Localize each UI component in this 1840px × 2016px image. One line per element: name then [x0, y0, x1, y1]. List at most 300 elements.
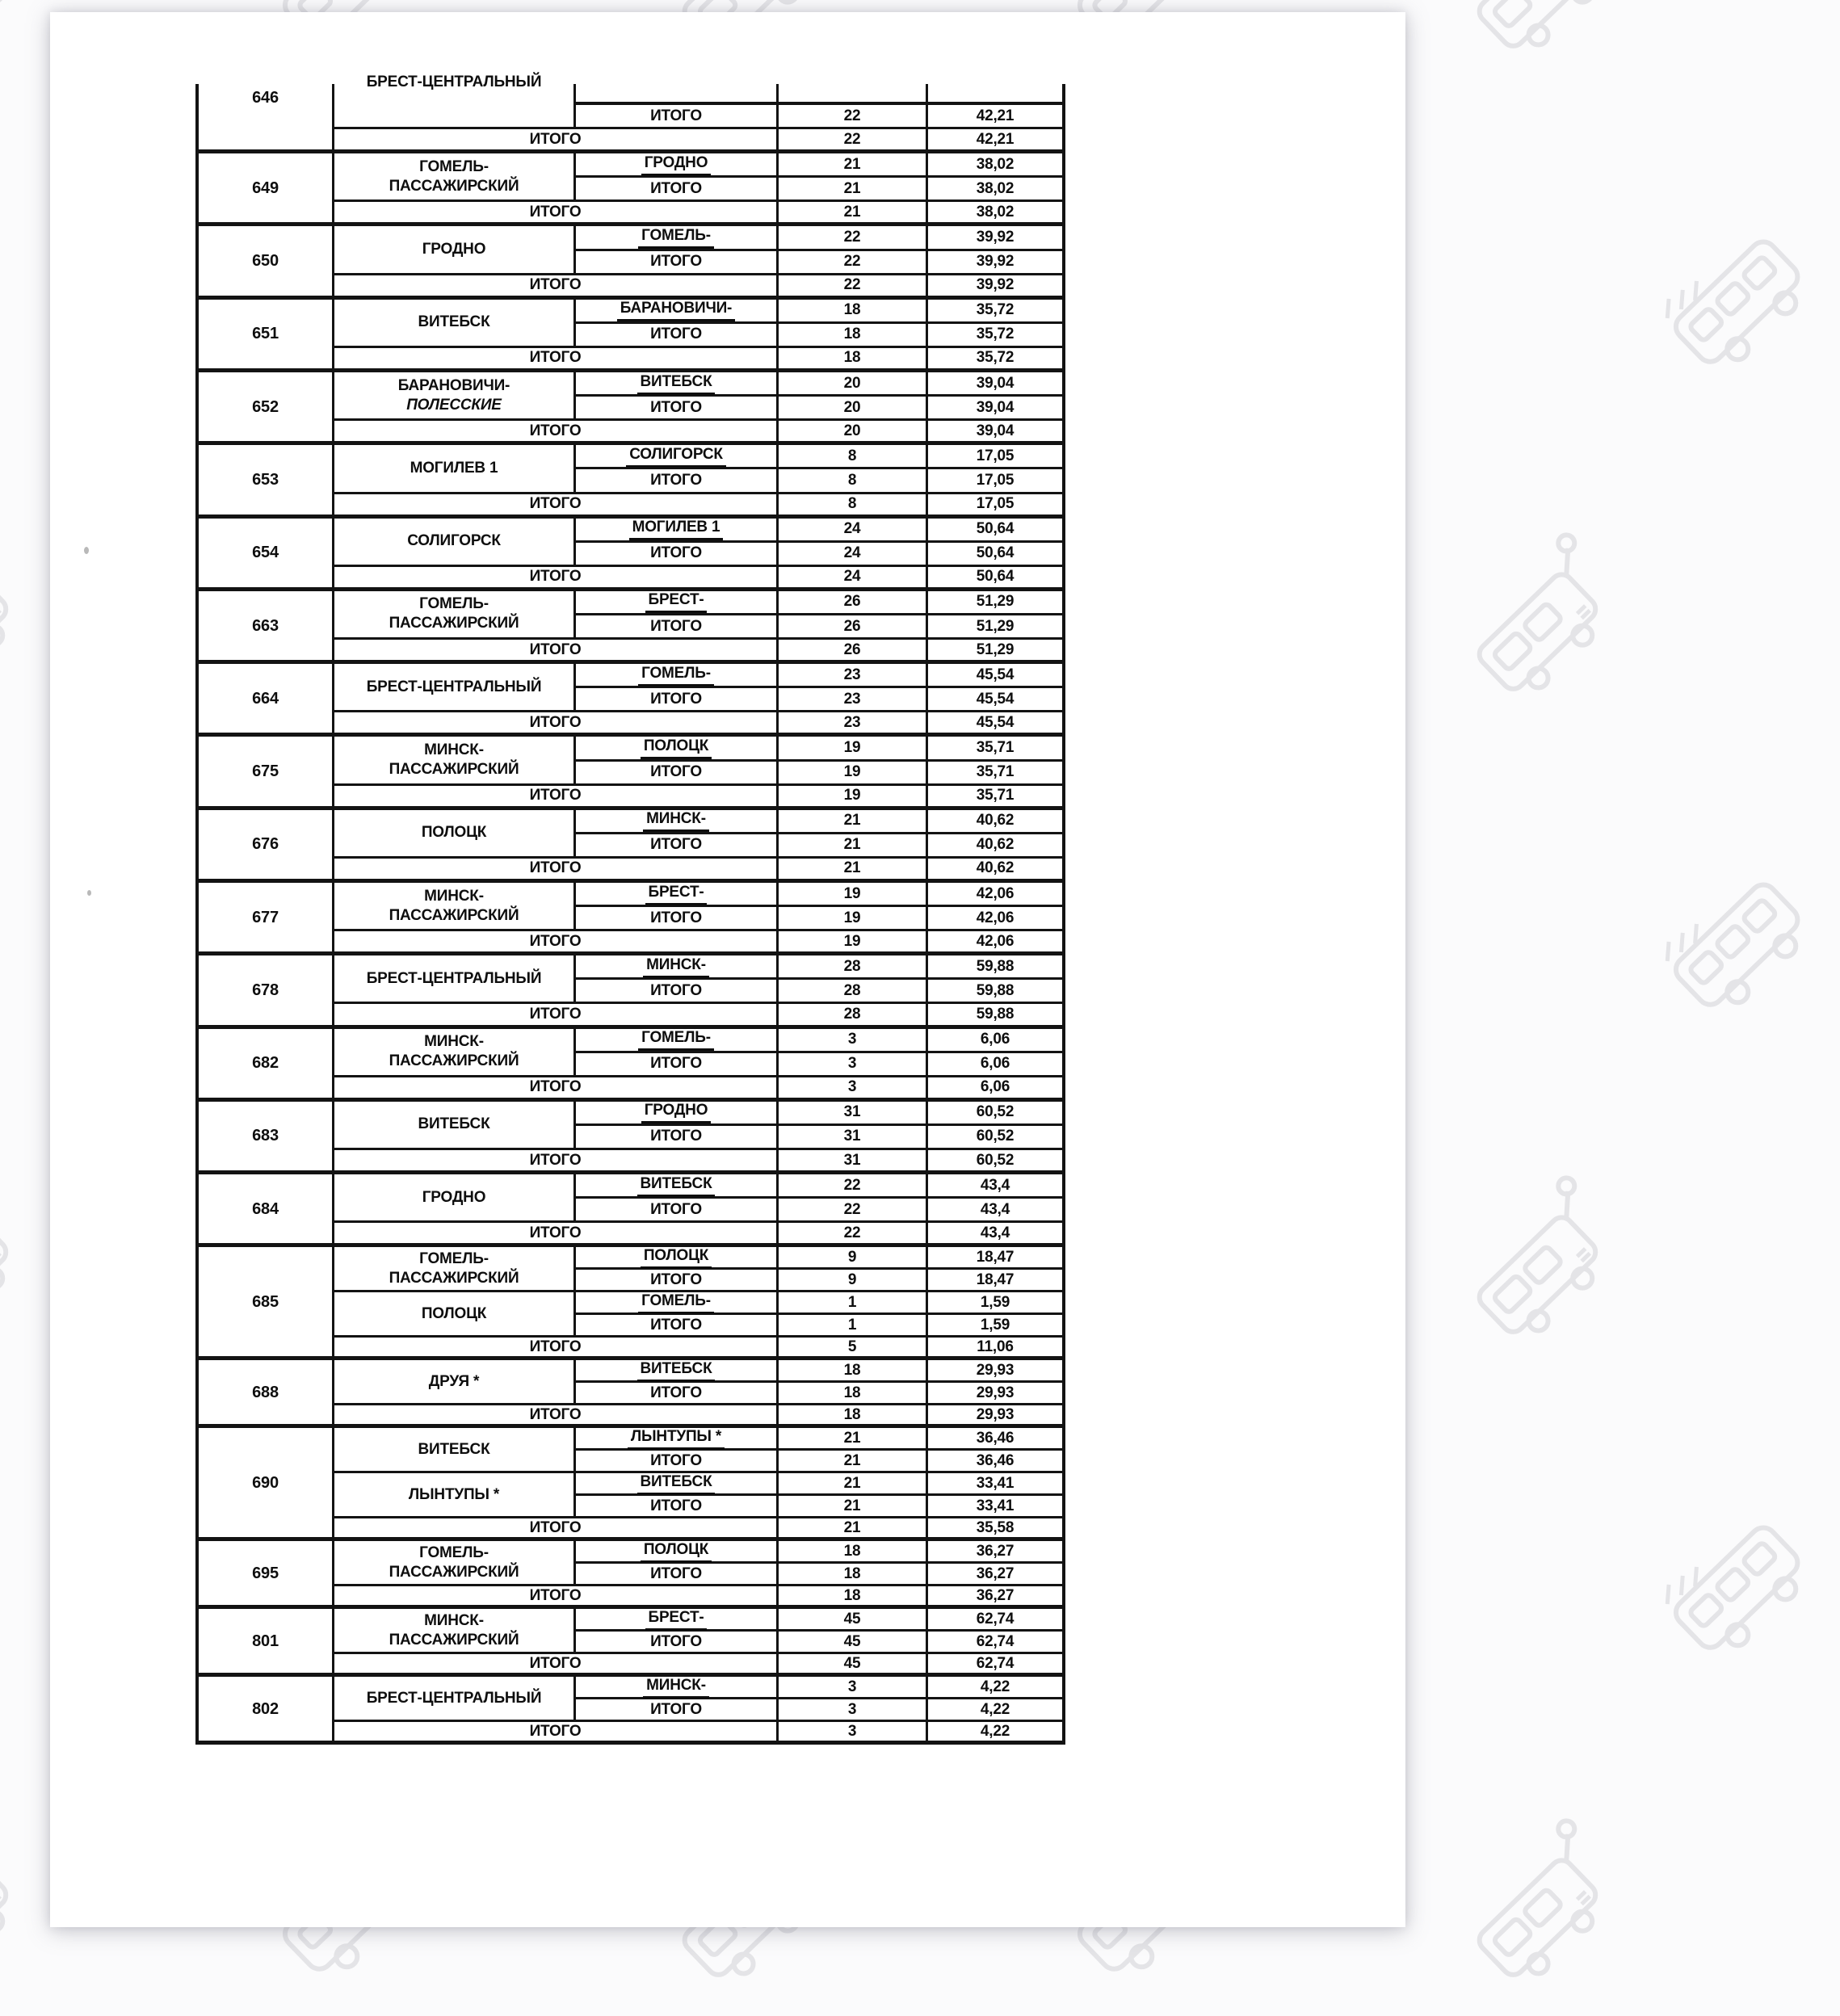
value-cell: 43,4 [928, 1199, 1062, 1223]
block-total-label: ИТОГО [334, 348, 779, 372]
block-total-value: 51,29 [928, 640, 1062, 664]
count-cell: 22 [779, 251, 928, 275]
destination-station [576, 591, 779, 615]
train-block-663 [199, 591, 1062, 664]
count-cell: 31 [779, 1126, 928, 1150]
train-block-677 [199, 883, 1062, 956]
origin-station [334, 1428, 576, 1473]
block-total-count: 22 [779, 129, 928, 153]
origin-station-line: ПАССАЖИРСКИЙ [389, 761, 519, 779]
block-total-value: 60,52 [928, 1150, 1062, 1174]
segment-itogo-cell [576, 469, 779, 494]
block-total-value: 62,74 [928, 1654, 1062, 1677]
origin-station [334, 300, 576, 348]
block-total-count: 21 [779, 1518, 928, 1541]
origin-station [334, 519, 576, 567]
origin-station-line: БАРАНОВИЧИ- [397, 376, 510, 394]
value-cell: 59,88 [928, 956, 1062, 980]
train-number: 802 [199, 1677, 334, 1745]
destination-label: ИТОГО [650, 1451, 702, 1469]
segment-itogo-cell [576, 980, 779, 1004]
origin-station-line: СОЛИГОРСК [407, 532, 501, 550]
segment-itogo-cell [576, 1699, 779, 1722]
train-block-646 [199, 74, 1062, 153]
destination-label: ИТОГО [650, 398, 702, 416]
value-cell: 39,92 [928, 226, 1062, 250]
count-cell: 3 [779, 1699, 928, 1722]
count-cell: 8 [779, 469, 928, 494]
origin-station-line: ПАССАЖИРСКИЙ [389, 1269, 519, 1287]
count-cell: 18 [779, 1564, 928, 1586]
destination-label: ИТОГО [650, 690, 702, 708]
destination-station [576, 153, 779, 178]
origin-station-line: ГОМЕЛЬ- [419, 158, 489, 175]
block-total-label: ИТОГО [334, 129, 779, 153]
count-cell: 18 [779, 1541, 928, 1564]
train-block-802 [199, 1677, 1062, 1745]
value-cell: 35,71 [928, 762, 1062, 786]
segment-itogo-cell [576, 397, 779, 421]
origin-station [334, 591, 576, 640]
destination-station [576, 1541, 779, 1564]
destination-station [576, 1029, 779, 1053]
block-total-value: 43,4 [928, 1223, 1062, 1247]
value-cell: 60,52 [928, 1126, 1062, 1150]
destination-label: ГОМЕЛЬ- [638, 1292, 714, 1314]
segment-itogo-cell [576, 1126, 779, 1150]
count-cell: 22 [779, 1174, 928, 1199]
block-total-label: ИТОГО [334, 1223, 779, 1247]
value-cell: 17,05 [928, 445, 1062, 469]
destination-label: ПОЛОЦК [641, 1246, 712, 1269]
block-total-label: ИТОГО [334, 640, 779, 664]
train-block-675 [199, 737, 1062, 809]
count-cell: 24 [779, 543, 928, 567]
block-total-count: 31 [779, 1150, 928, 1174]
block-total-label: ИТОГО [334, 1150, 779, 1174]
destination-label: ИТОГО [650, 1497, 702, 1514]
count-cell: 19 [779, 762, 928, 786]
train-block-649 [199, 153, 1062, 226]
destination-label: ИТОГО [650, 1384, 702, 1401]
block-total-label: ИТОГО [334, 275, 779, 300]
origin-station [334, 1029, 576, 1077]
block-total-label: ИТОГО [334, 494, 779, 519]
value-cell: 29,93 [928, 1360, 1062, 1383]
train-number: 675 [199, 737, 334, 809]
segment-itogo-cell [576, 178, 779, 202]
block-total-count: 26 [779, 640, 928, 664]
segment-itogo-cell [576, 1199, 779, 1223]
destination-label: ГРОДНО [641, 153, 712, 176]
destination-station [576, 810, 779, 834]
origin-station-line: МИНСК- [424, 1033, 484, 1051]
count-cell: 28 [779, 980, 928, 1004]
destination-label: ИТОГО [650, 1564, 702, 1582]
destination-label: ВИТЕБСК [637, 1174, 716, 1197]
value-cell: 35,72 [928, 300, 1062, 324]
value-cell: 51,29 [928, 615, 1062, 640]
count-cell: 24 [779, 519, 928, 543]
block-total-value: 38,02 [928, 202, 1062, 226]
destination-label: ИТОГО [650, 107, 702, 124]
train-block-683 [199, 1102, 1062, 1174]
block-total-count: 8 [779, 494, 928, 519]
train-block-653 [199, 445, 1062, 518]
value-cell: 39,92 [928, 251, 1062, 275]
block-total-count: 18 [779, 348, 928, 372]
origin-station-line: ВИТЕБСК [418, 313, 490, 331]
origin-station-line: ПОЛОЦК [421, 1304, 487, 1322]
segment-itogo-cell [576, 543, 779, 567]
segment-itogo-cell [576, 1383, 779, 1405]
origin-station-line: ГРОДНО [422, 241, 486, 258]
train-block-682 [199, 1029, 1062, 1102]
block-total-label: ИТОГО [334, 1722, 779, 1745]
count-cell: 1 [779, 1292, 928, 1315]
count-cell: 18 [779, 300, 928, 324]
train-number: 683 [199, 1102, 334, 1174]
count-cell: 26 [779, 591, 928, 615]
destination-station [576, 664, 779, 688]
count-cell: 22 [779, 105, 928, 129]
origin-station [334, 372, 576, 421]
block-total-label: ИТОГО [334, 786, 779, 810]
destination-label: МИНСК- [643, 956, 709, 978]
count-cell: 1 [779, 1315, 928, 1338]
origin-station-line: МОГИЛЕВ 1 [410, 459, 498, 477]
train-number: 676 [199, 810, 334, 883]
train-block-695 [199, 1541, 1062, 1609]
cut-row-cell [576, 84, 779, 105]
vehicle-pattern-tile [1447, 1170, 1651, 1372]
count-cell: 19 [779, 907, 928, 931]
train-number: 649 [199, 153, 334, 226]
value-cell: 42,06 [928, 883, 1062, 907]
segment-itogo-cell [576, 324, 779, 348]
train-block-690 [199, 1428, 1062, 1541]
origin-station [334, 445, 576, 494]
destination-label: ИТОГО [650, 763, 702, 781]
destination-label: ИТОГО [650, 836, 702, 854]
vehicle-pattern-tile [1447, 527, 1651, 729]
vehicle-pattern-tile [1447, 1813, 1651, 2015]
origin-station [334, 810, 576, 859]
count-cell: 31 [779, 1102, 928, 1126]
origin-station [334, 1677, 576, 1722]
origin-station-line: МИНСК- [424, 1611, 484, 1629]
vehicle-icon [1447, 527, 1648, 727]
origin-station [334, 1247, 576, 1292]
value-cell: 50,64 [928, 543, 1062, 567]
segment-itogo-cell [576, 615, 779, 640]
block-total-value: 42,21 [928, 129, 1062, 153]
destination-station [576, 883, 779, 907]
value-cell: 42,21 [928, 105, 1062, 129]
origin-station [334, 1609, 576, 1654]
destination-station [576, 1428, 779, 1451]
origin-station [334, 153, 576, 202]
destination-station [576, 372, 779, 397]
block-total-value: 35,58 [928, 1518, 1062, 1541]
segment-itogo-cell [576, 907, 779, 931]
value-cell: 42,06 [928, 907, 1062, 931]
destination-label: СОЛИГОРСК [626, 445, 726, 468]
train-number: 695 [199, 1541, 334, 1609]
train-block-651 [199, 300, 1062, 372]
destination-station [576, 1360, 779, 1383]
destination-station [576, 956, 779, 980]
destination-label: ИТОГО [650, 253, 702, 271]
origin-station [334, 1473, 576, 1518]
block-total-count: 18 [779, 1405, 928, 1428]
destination-label: ВИТЕБСК [637, 1359, 716, 1382]
block-total-count: 22 [779, 275, 928, 300]
count-cell: 18 [779, 324, 928, 348]
value-cell: 1,59 [928, 1315, 1062, 1338]
train-number: 682 [199, 1029, 334, 1102]
origin-station-line: БРЕСТ-ЦЕНТРАЛЬНЫЙ [366, 74, 542, 90]
train-block-801 [199, 1609, 1062, 1677]
block-total-value: 42,06 [928, 931, 1062, 956]
count-cell: 3 [779, 1029, 928, 1053]
vehicle-icon [1447, 0, 1648, 84]
segment-itogo-cell [576, 1315, 779, 1338]
destination-label: ИТОГО [650, 1316, 702, 1334]
value-cell: 4,22 [928, 1677, 1062, 1699]
count-cell: 3 [779, 1677, 928, 1699]
train-number: 664 [199, 664, 334, 737]
destination-station [576, 737, 779, 761]
origin-station-line: ПАССАЖИРСКИЙ [389, 1563, 519, 1581]
origin-station [334, 664, 576, 712]
destination-station [576, 1292, 779, 1315]
destination-label: ИТОГО [650, 1700, 702, 1718]
scanned-paper-sheet [50, 12, 1405, 1927]
count-cell: 23 [779, 664, 928, 688]
block-total-value: 4,22 [928, 1722, 1062, 1745]
count-cell: 22 [779, 1199, 928, 1223]
count-cell: 19 [779, 737, 928, 761]
origin-station-line: ЛЫНТУПЫ * [408, 1485, 500, 1503]
origin-station-line: ПОЛОЦК [421, 824, 487, 842]
block-total-value: 6,06 [928, 1077, 1062, 1102]
destination-label: ИТОГО [650, 1055, 702, 1073]
block-total-count: 3 [779, 1722, 928, 1745]
block-total-label: ИТОГО [334, 567, 779, 591]
vehicle-pattern-tile [1447, 0, 1651, 87]
block-total-count: 23 [779, 712, 928, 737]
origin-station-line: ПАССАЖИРСКИЙ [389, 1052, 519, 1070]
value-cell: 39,04 [928, 372, 1062, 397]
count-cell: 45 [779, 1632, 928, 1654]
count-cell: 20 [779, 397, 928, 421]
destination-label: МИНСК- [643, 809, 709, 832]
origin-station-line: ПАССАЖИРСКИЙ [389, 615, 519, 632]
destination-station [576, 1247, 779, 1270]
origin-station [334, 74, 576, 129]
origin-station [334, 1541, 576, 1586]
destination-label: БРЕСТ- [645, 590, 708, 613]
vehicle-icon [1447, 1813, 1648, 2013]
vehicle-icon [1648, 1493, 1837, 1682]
block-total-label: ИТОГО [334, 421, 779, 445]
train-block-652 [199, 372, 1062, 445]
count-cell: 45 [779, 1609, 928, 1632]
count-cell: 3 [779, 1053, 928, 1077]
train-number: 646 [199, 84, 334, 153]
origin-station-line: ГОМЕЛЬ- [419, 595, 489, 613]
block-total-count: 20 [779, 421, 928, 445]
value-cell: 17,05 [928, 469, 1062, 494]
block-total-count: 22 [779, 1223, 928, 1247]
timetable-table [195, 74, 1065, 1745]
value-cell: 36,27 [928, 1541, 1062, 1564]
value-cell: 18,47 [928, 1247, 1062, 1270]
block-total-label: ИТОГО [334, 1405, 779, 1428]
block-total-label: ИТОГО [334, 1654, 779, 1677]
block-total-label: ИТОГО [334, 1338, 779, 1360]
origin-station-line: ВИТЕБСК [418, 1440, 490, 1458]
count-cell: 20 [779, 372, 928, 397]
train-block-678 [199, 956, 1062, 1028]
block-total-label: ИТОГО [334, 931, 779, 956]
block-total-count: 24 [779, 567, 928, 591]
vehicle-icon [1648, 208, 1837, 396]
value-cell: 62,74 [928, 1609, 1062, 1632]
origin-station-line: БРЕСТ-ЦЕНТРАЛЬНЫЙ [366, 969, 542, 987]
train-number: 652 [199, 372, 334, 445]
value-cell: 38,02 [928, 153, 1062, 178]
vehicle-icon [1648, 850, 1837, 1039]
train-number: 677 [199, 883, 334, 956]
destination-station [576, 519, 779, 543]
block-total-value: 50,64 [928, 567, 1062, 591]
count-cell: 9 [779, 1270, 928, 1292]
value-cell: 35,72 [928, 324, 1062, 348]
destination-label: ГОМЕЛЬ- [638, 1028, 714, 1051]
count-cell: 9 [779, 1247, 928, 1270]
origin-station-line: ПАССАЖИРСКИЙ [389, 1631, 519, 1648]
count-cell: 18 [779, 1360, 928, 1383]
destination-label: ВИТЕБСК [637, 372, 716, 395]
origin-station-line: БРЕСТ-ЦЕНТРАЛЬНЫЙ [366, 678, 542, 695]
value-cell: 18,47 [928, 1270, 1062, 1292]
value-cell: 62,74 [928, 1632, 1062, 1654]
scan-speck [84, 547, 89, 554]
destination-station [576, 1102, 779, 1126]
value-cell: 6,06 [928, 1053, 1062, 1077]
value-cell: 6,06 [928, 1029, 1062, 1053]
origin-station [334, 226, 576, 275]
train-block-684 [199, 1174, 1062, 1247]
segment-itogo-cell [576, 1632, 779, 1654]
origin-station-line: ГРОДНО [422, 1188, 486, 1206]
segment-itogo-cell [576, 688, 779, 712]
destination-label: ГОМЕЛЬ- [638, 226, 714, 249]
destination-station [576, 1174, 779, 1199]
count-cell: 26 [779, 615, 928, 640]
vehicle-pattern-tile [1648, 850, 1839, 1041]
block-total-value: 11,06 [928, 1338, 1062, 1360]
value-cell: 60,52 [928, 1102, 1062, 1126]
count-cell: 21 [779, 153, 928, 178]
count-cell: 18 [779, 1383, 928, 1405]
destination-label: ИТОГО [650, 1632, 702, 1650]
destination-label: ПОЛОЦК [641, 737, 712, 759]
count-cell: 19 [779, 883, 928, 907]
train-block-664 [199, 664, 1062, 737]
destination-label: ИТОГО [650, 1270, 702, 1288]
destination-label: ИТОГО [650, 179, 702, 197]
block-total-label: ИТОГО [334, 712, 779, 737]
train-number: 678 [199, 956, 334, 1028]
destination-label: ИТОГО [650, 909, 702, 926]
destination-label: ИТОГО [650, 471, 702, 489]
block-total-value: 35,71 [928, 786, 1062, 810]
vehicle-icon [1447, 1170, 1648, 1370]
destination-label: ИТОГО [650, 981, 702, 999]
destination-label: ПОЛОЦК [641, 1540, 712, 1563]
block-total-label: ИТОГО [334, 202, 779, 226]
value-cell: 45,54 [928, 664, 1062, 688]
block-total-count: 19 [779, 786, 928, 810]
train-number: 663 [199, 591, 334, 664]
origin-station [334, 883, 576, 931]
value-cell: 29,93 [928, 1383, 1062, 1405]
block-total-count: 3 [779, 1077, 928, 1102]
count-cell: 21 [779, 1451, 928, 1473]
destination-station [576, 226, 779, 250]
train-block-685 [199, 1247, 1062, 1360]
block-total-label: ИТОГО [334, 1004, 779, 1028]
block-total-value: 45,54 [928, 712, 1062, 737]
destination-station [576, 445, 779, 469]
destination-label: ИТОГО [650, 326, 702, 343]
scan-speck [87, 890, 91, 896]
block-total-value: 17,05 [928, 494, 1062, 519]
origin-station-line: ПАССАЖИРСКИЙ [389, 906, 519, 924]
origin-station-line: ПАССАЖИРСКИЙ [389, 177, 519, 195]
count-cell: 8 [779, 445, 928, 469]
block-total-value: 36,27 [928, 1586, 1062, 1609]
vehicle-pattern-tile [1648, 208, 1839, 398]
train-number: 688 [199, 1360, 334, 1428]
block-total-label: ИТОГО [334, 1077, 779, 1102]
value-cell: 45,54 [928, 688, 1062, 712]
value-cell: 50,64 [928, 519, 1062, 543]
destination-label: ИТОГО [650, 617, 702, 635]
train-number: 650 [199, 226, 334, 299]
destination-station [576, 1609, 779, 1632]
value-cell: 35,71 [928, 737, 1062, 761]
value-cell: 40,62 [928, 834, 1062, 859]
count-cell: 28 [779, 956, 928, 980]
block-total-label: ИТОГО [334, 1586, 779, 1609]
value-cell: 36,46 [928, 1428, 1062, 1451]
cut-row-cell [928, 84, 1062, 105]
destination-label: ГРОДНО [641, 1101, 712, 1124]
origin-station [334, 737, 576, 785]
segment-itogo-cell [576, 105, 779, 129]
value-cell: 33,41 [928, 1473, 1062, 1496]
destination-label: ГОМЕЛЬ- [638, 664, 714, 687]
block-total-value: 40,62 [928, 859, 1062, 883]
destination-label: ЛЫНТУПЫ * [628, 1427, 725, 1450]
value-cell: 36,27 [928, 1564, 1062, 1586]
value-cell: 1,59 [928, 1292, 1062, 1315]
origin-station [334, 1174, 576, 1223]
